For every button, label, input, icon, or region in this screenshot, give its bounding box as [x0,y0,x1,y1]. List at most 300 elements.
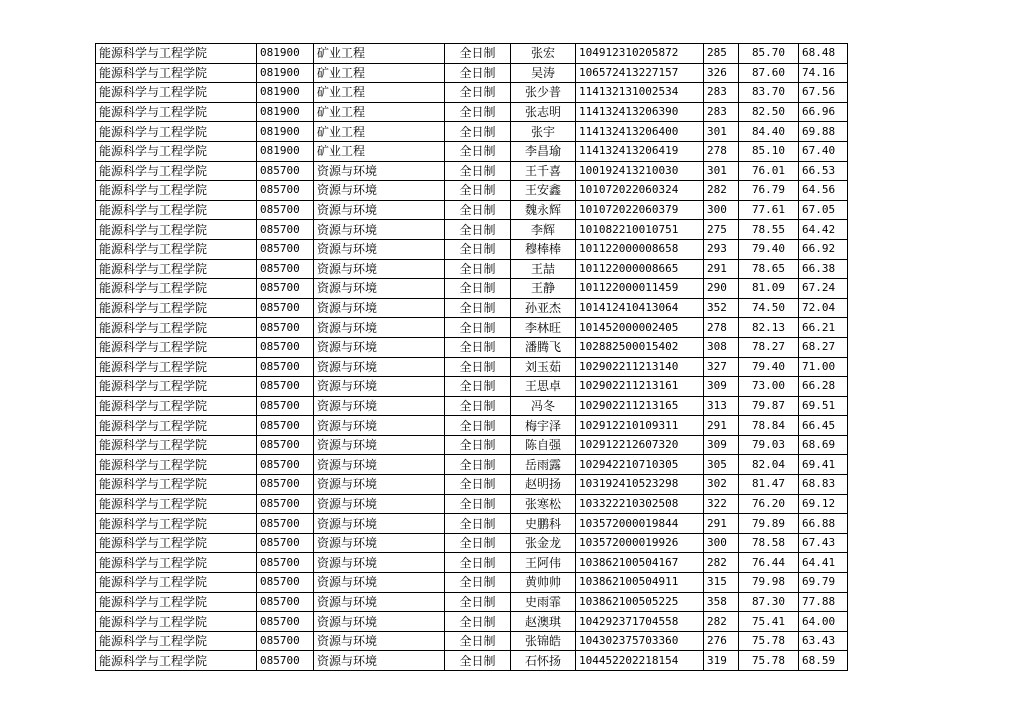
retest-score-cell: 76.79 [739,181,799,201]
major-code-cell: 085700 [257,475,314,495]
final-score-cell: 64.00 [799,612,848,632]
table-row [96,377,848,397]
study-mode-cell: 全日制 [445,318,511,338]
major-name-cell: 资源与环境 [314,298,445,318]
candidate-id-cell: 101122000008665 [576,259,704,279]
total-score-cell: 301 [704,161,739,181]
college-cell: 能源科学与工程学院 [96,102,257,122]
major-code-cell: 085700 [257,455,314,475]
table-row [96,631,848,651]
major-code-cell: 085700 [257,259,314,279]
study-mode-cell: 全日制 [445,141,511,161]
candidate-id-cell: 102902211213140 [576,357,704,377]
total-score-cell: 358 [704,592,739,612]
college-cell: 能源科学与工程学院 [96,475,257,495]
total-score-cell: 275 [704,220,739,240]
study-mode-cell: 全日制 [445,63,511,83]
total-score-cell: 291 [704,416,739,436]
study-mode-cell: 全日制 [445,612,511,632]
candidate-id-cell: 106572413227157 [576,63,704,83]
study-mode-cell: 全日制 [445,455,511,475]
study-mode-cell: 全日制 [445,44,511,64]
major-name-cell: 矿业工程 [314,141,445,161]
major-code-cell: 085700 [257,200,314,220]
candidate-id-cell: 103192410523298 [576,475,704,495]
total-score-cell: 309 [704,377,739,397]
final-score-cell: 68.27 [799,337,848,357]
total-score-cell: 322 [704,494,739,514]
college-cell: 能源科学与工程学院 [96,298,257,318]
final-score-cell: 68.69 [799,435,848,455]
candidate-id-cell: 104292371704558 [576,612,704,632]
study-mode-cell: 全日制 [445,122,511,142]
student-name-cell: 李辉 [511,220,576,240]
total-score-cell: 315 [704,573,739,593]
final-score-cell: 66.96 [799,102,848,122]
retest-score-cell: 82.04 [739,455,799,475]
table-row [96,141,848,161]
major-name-cell: 资源与环境 [314,475,445,495]
candidate-id-cell: 114132413206419 [576,141,704,161]
major-name-cell: 资源与环境 [314,592,445,612]
final-score-cell: 68.48 [799,44,848,64]
table-row [96,161,848,181]
student-name-cell: 张锦皓 [511,631,576,651]
major-code-cell: 085700 [257,435,314,455]
study-mode-cell: 全日制 [445,494,511,514]
major-name-cell: 资源与环境 [314,416,445,436]
final-score-cell: 67.40 [799,141,848,161]
major-name-cell: 资源与环境 [314,181,445,201]
table-row [96,573,848,593]
major-name-cell: 矿业工程 [314,122,445,142]
student-name-cell: 孙亚杰 [511,298,576,318]
major-name-cell: 资源与环境 [314,651,445,671]
final-score-cell: 67.56 [799,83,848,103]
final-score-cell: 64.56 [799,181,848,201]
study-mode-cell: 全日制 [445,259,511,279]
college-cell: 能源科学与工程学院 [96,612,257,632]
major-name-cell: 资源与环境 [314,220,445,240]
retest-score-cell: 79.98 [739,573,799,593]
retest-score-cell: 87.60 [739,63,799,83]
retest-score-cell: 78.55 [739,220,799,240]
major-code-cell: 085700 [257,220,314,240]
final-score-cell: 67.05 [799,200,848,220]
student-name-cell: 陈自强 [511,435,576,455]
final-score-cell: 69.12 [799,494,848,514]
candidate-id-cell: 101122000011459 [576,279,704,299]
retest-score-cell: 75.41 [739,612,799,632]
retest-score-cell: 73.00 [739,377,799,397]
major-code-cell: 085700 [257,573,314,593]
college-cell: 能源科学与工程学院 [96,592,257,612]
major-code-cell: 081900 [257,122,314,142]
student-name-cell: 王喆 [511,259,576,279]
major-code-cell: 085700 [257,494,314,514]
candidate-id-cell: 103862100505225 [576,592,704,612]
retest-score-cell: 81.47 [739,475,799,495]
retest-score-cell: 78.58 [739,533,799,553]
table-row [96,181,848,201]
study-mode-cell: 全日制 [445,396,511,416]
final-score-cell: 68.59 [799,651,848,671]
student-name-cell: 魏永辉 [511,200,576,220]
candidate-id-cell: 102902211213165 [576,396,704,416]
final-score-cell: 68.83 [799,475,848,495]
major-name-cell: 资源与环境 [314,318,445,338]
college-cell: 能源科学与工程学院 [96,337,257,357]
total-score-cell: 283 [704,83,739,103]
major-name-cell: 资源与环境 [314,435,445,455]
college-cell: 能源科学与工程学院 [96,318,257,338]
table-row [96,592,848,612]
final-score-cell: 77.88 [799,592,848,612]
major-code-cell: 085700 [257,337,314,357]
study-mode-cell: 全日制 [445,475,511,495]
final-score-cell: 66.28 [799,377,848,397]
candidate-id-cell: 102912212607320 [576,435,704,455]
study-mode-cell: 全日制 [445,337,511,357]
major-name-cell: 资源与环境 [314,337,445,357]
major-name-cell: 资源与环境 [314,514,445,534]
major-code-cell: 081900 [257,83,314,103]
candidate-id-cell: 102942210710305 [576,455,704,475]
student-name-cell: 穆棒棒 [511,239,576,259]
college-cell: 能源科学与工程学院 [96,455,257,475]
table-row [96,357,848,377]
retest-score-cell: 74.50 [739,298,799,318]
retest-score-cell: 76.01 [739,161,799,181]
total-score-cell: 302 [704,475,739,495]
college-cell: 能源科学与工程学院 [96,357,257,377]
major-code-cell: 085700 [257,416,314,436]
college-cell: 能源科学与工程学院 [96,141,257,161]
major-name-cell: 矿业工程 [314,63,445,83]
retest-score-cell: 76.20 [739,494,799,514]
college-cell: 能源科学与工程学院 [96,377,257,397]
retest-score-cell: 85.70 [739,44,799,64]
final-score-cell: 66.38 [799,259,848,279]
table-row [96,475,848,495]
candidate-id-cell: 102882500015402 [576,337,704,357]
table-body [96,44,848,671]
study-mode-cell: 全日制 [445,416,511,436]
college-cell: 能源科学与工程学院 [96,181,257,201]
candidate-id-cell: 114132413206400 [576,122,704,142]
candidate-id-cell: 103572000019926 [576,533,704,553]
study-mode-cell: 全日制 [445,200,511,220]
major-name-cell: 资源与环境 [314,573,445,593]
final-score-cell: 67.43 [799,533,848,553]
retest-score-cell: 76.44 [739,553,799,573]
retest-score-cell: 78.65 [739,259,799,279]
student-name-cell: 吴涛 [511,63,576,83]
major-code-cell: 085700 [257,239,314,259]
student-name-cell: 李林旺 [511,318,576,338]
student-name-cell: 岳雨露 [511,455,576,475]
student-name-cell: 张金龙 [511,533,576,553]
major-code-cell: 085700 [257,631,314,651]
retest-score-cell: 78.84 [739,416,799,436]
student-name-cell: 赵澳琪 [511,612,576,632]
major-name-cell: 资源与环境 [314,612,445,632]
student-name-cell: 冯冬 [511,396,576,416]
table-row [96,553,848,573]
study-mode-cell: 全日制 [445,651,511,671]
final-score-cell: 66.53 [799,161,848,181]
major-code-cell: 085700 [257,318,314,338]
table-row [96,220,848,240]
study-mode-cell: 全日制 [445,573,511,593]
study-mode-cell: 全日制 [445,102,511,122]
major-name-cell: 资源与环境 [314,200,445,220]
study-mode-cell: 全日制 [445,435,511,455]
total-score-cell: 282 [704,553,739,573]
retest-score-cell: 81.09 [739,279,799,299]
study-mode-cell: 全日制 [445,592,511,612]
candidate-id-cell: 101072022060379 [576,200,704,220]
college-cell: 能源科学与工程学院 [96,631,257,651]
retest-score-cell: 75.78 [739,631,799,651]
major-name-cell: 资源与环境 [314,239,445,259]
table-row [96,514,848,534]
college-cell: 能源科学与工程学院 [96,161,257,181]
final-score-cell: 69.88 [799,122,848,142]
total-score-cell: 291 [704,514,739,534]
candidate-id-cell: 102902211213161 [576,377,704,397]
candidate-id-cell: 101412410413064 [576,298,704,318]
total-score-cell: 283 [704,102,739,122]
college-cell: 能源科学与工程学院 [96,533,257,553]
student-name-cell: 王安鑫 [511,181,576,201]
final-score-cell: 69.41 [799,455,848,475]
final-score-cell: 69.51 [799,396,848,416]
final-score-cell: 66.88 [799,514,848,534]
college-cell: 能源科学与工程学院 [96,651,257,671]
major-code-cell: 085700 [257,181,314,201]
student-name-cell: 张宇 [511,122,576,142]
table-row [96,44,848,64]
table-row [96,279,848,299]
table-row [96,122,848,142]
college-cell: 能源科学与工程学院 [96,514,257,534]
study-mode-cell: 全日制 [445,161,511,181]
major-code-cell: 085700 [257,377,314,397]
major-code-cell: 085700 [257,161,314,181]
table-row [96,83,848,103]
major-name-cell: 资源与环境 [314,631,445,651]
total-score-cell: 327 [704,357,739,377]
total-score-cell: 291 [704,259,739,279]
major-name-cell: 资源与环境 [314,377,445,397]
retest-score-cell: 77.61 [739,200,799,220]
student-name-cell: 王静 [511,279,576,299]
total-score-cell: 276 [704,631,739,651]
candidate-id-cell: 101122000008658 [576,239,704,259]
table-row [96,396,848,416]
study-mode-cell: 全日制 [445,357,511,377]
study-mode-cell: 全日制 [445,631,511,651]
major-name-cell: 资源与环境 [314,161,445,181]
major-code-cell: 085700 [257,279,314,299]
table-row [96,102,848,122]
major-name-cell: 资源与环境 [314,279,445,299]
major-code-cell: 085700 [257,612,314,632]
total-score-cell: 313 [704,396,739,416]
major-code-cell: 085700 [257,357,314,377]
student-name-cell: 黄帅帅 [511,573,576,593]
student-name-cell: 王千喜 [511,161,576,181]
major-code-cell: 081900 [257,63,314,83]
table-row [96,533,848,553]
total-score-cell: 293 [704,239,739,259]
college-cell: 能源科学与工程学院 [96,553,257,573]
candidate-id-cell: 103862100504167 [576,553,704,573]
retest-score-cell: 79.40 [739,239,799,259]
candidate-id-cell: 101082210010751 [576,220,704,240]
study-mode-cell: 全日制 [445,279,511,299]
table-row [96,239,848,259]
final-score-cell: 66.21 [799,318,848,338]
major-name-cell: 资源与环境 [314,357,445,377]
student-name-cell: 史雨霏 [511,592,576,612]
college-cell: 能源科学与工程学院 [96,279,257,299]
college-cell: 能源科学与工程学院 [96,435,257,455]
candidate-id-cell: 104912310205872 [576,44,704,64]
table-row [96,435,848,455]
major-code-cell: 085700 [257,651,314,671]
candidate-id-cell: 103862100504911 [576,573,704,593]
total-score-cell: 278 [704,141,739,161]
major-code-cell: 085700 [257,533,314,553]
candidate-id-cell: 114132413206390 [576,102,704,122]
major-code-cell: 081900 [257,44,314,64]
student-name-cell: 赵明扬 [511,475,576,495]
student-name-cell: 梅宇泽 [511,416,576,436]
student-name-cell: 王阿伟 [511,553,576,573]
study-mode-cell: 全日制 [445,83,511,103]
major-code-cell: 081900 [257,141,314,161]
final-score-cell: 71.00 [799,357,848,377]
major-name-cell: 矿业工程 [314,44,445,64]
retest-score-cell: 78.27 [739,337,799,357]
student-name-cell: 史鹏科 [511,514,576,534]
admission-list-table [95,43,848,671]
table-row [96,63,848,83]
student-name-cell: 石怀扬 [511,651,576,671]
college-cell: 能源科学与工程学院 [96,63,257,83]
table-row [96,337,848,357]
candidate-id-cell: 103572000019844 [576,514,704,534]
major-code-cell: 085700 [257,553,314,573]
table-row [96,298,848,318]
retest-score-cell: 79.89 [739,514,799,534]
student-name-cell: 张宏 [511,44,576,64]
college-cell: 能源科学与工程学院 [96,396,257,416]
major-name-cell: 资源与环境 [314,553,445,573]
retest-score-cell: 79.40 [739,357,799,377]
major-name-cell: 资源与环境 [314,494,445,514]
total-score-cell: 300 [704,200,739,220]
final-score-cell: 72.04 [799,298,848,318]
retest-score-cell: 75.78 [739,651,799,671]
retest-score-cell: 83.70 [739,83,799,103]
college-cell: 能源科学与工程学院 [96,239,257,259]
final-score-cell: 66.45 [799,416,848,436]
major-code-cell: 085700 [257,592,314,612]
final-score-cell: 64.42 [799,220,848,240]
total-score-cell: 278 [704,318,739,338]
study-mode-cell: 全日制 [445,533,511,553]
retest-score-cell: 79.87 [739,396,799,416]
retest-score-cell: 85.10 [739,141,799,161]
major-name-cell: 资源与环境 [314,455,445,475]
candidate-id-cell: 114132131002534 [576,83,704,103]
major-name-cell: 矿业工程 [314,102,445,122]
major-code-cell: 085700 [257,396,314,416]
college-cell: 能源科学与工程学院 [96,416,257,436]
study-mode-cell: 全日制 [445,377,511,397]
total-score-cell: 300 [704,533,739,553]
table-row [96,200,848,220]
student-name-cell: 李昌瑜 [511,141,576,161]
candidate-id-cell: 102912210109311 [576,416,704,436]
major-name-cell: 资源与环境 [314,396,445,416]
table-row [96,494,848,514]
college-cell: 能源科学与工程学院 [96,200,257,220]
college-cell: 能源科学与工程学院 [96,494,257,514]
retest-score-cell: 87.30 [739,592,799,612]
study-mode-cell: 全日制 [445,514,511,534]
final-score-cell: 67.24 [799,279,848,299]
total-score-cell: 301 [704,122,739,142]
table-row [96,318,848,338]
final-score-cell: 69.79 [799,573,848,593]
study-mode-cell: 全日制 [445,220,511,240]
total-score-cell: 305 [704,455,739,475]
student-name-cell: 潘腾飞 [511,337,576,357]
table-row [96,259,848,279]
table-row [96,651,848,671]
candidate-id-cell: 103322210302508 [576,494,704,514]
retest-score-cell: 79.03 [739,435,799,455]
college-cell: 能源科学与工程学院 [96,122,257,142]
final-score-cell: 64.41 [799,553,848,573]
total-score-cell: 326 [704,63,739,83]
retest-score-cell: 82.50 [739,102,799,122]
college-cell: 能源科学与工程学院 [96,83,257,103]
total-score-cell: 352 [704,298,739,318]
total-score-cell: 282 [704,612,739,632]
college-cell: 能源科学与工程学院 [96,44,257,64]
final-score-cell: 66.92 [799,239,848,259]
retest-score-cell: 84.40 [739,122,799,142]
total-score-cell: 319 [704,651,739,671]
candidate-id-cell: 104452202218154 [576,651,704,671]
study-mode-cell: 全日制 [445,298,511,318]
candidate-id-cell: 101452000002405 [576,318,704,338]
student-name-cell: 张志明 [511,102,576,122]
table-row [96,612,848,632]
student-name-cell: 王思卓 [511,377,576,397]
college-cell: 能源科学与工程学院 [96,573,257,593]
major-code-cell: 085700 [257,298,314,318]
major-code-cell: 081900 [257,102,314,122]
major-name-cell: 矿业工程 [314,83,445,103]
study-mode-cell: 全日制 [445,553,511,573]
table-row [96,416,848,436]
